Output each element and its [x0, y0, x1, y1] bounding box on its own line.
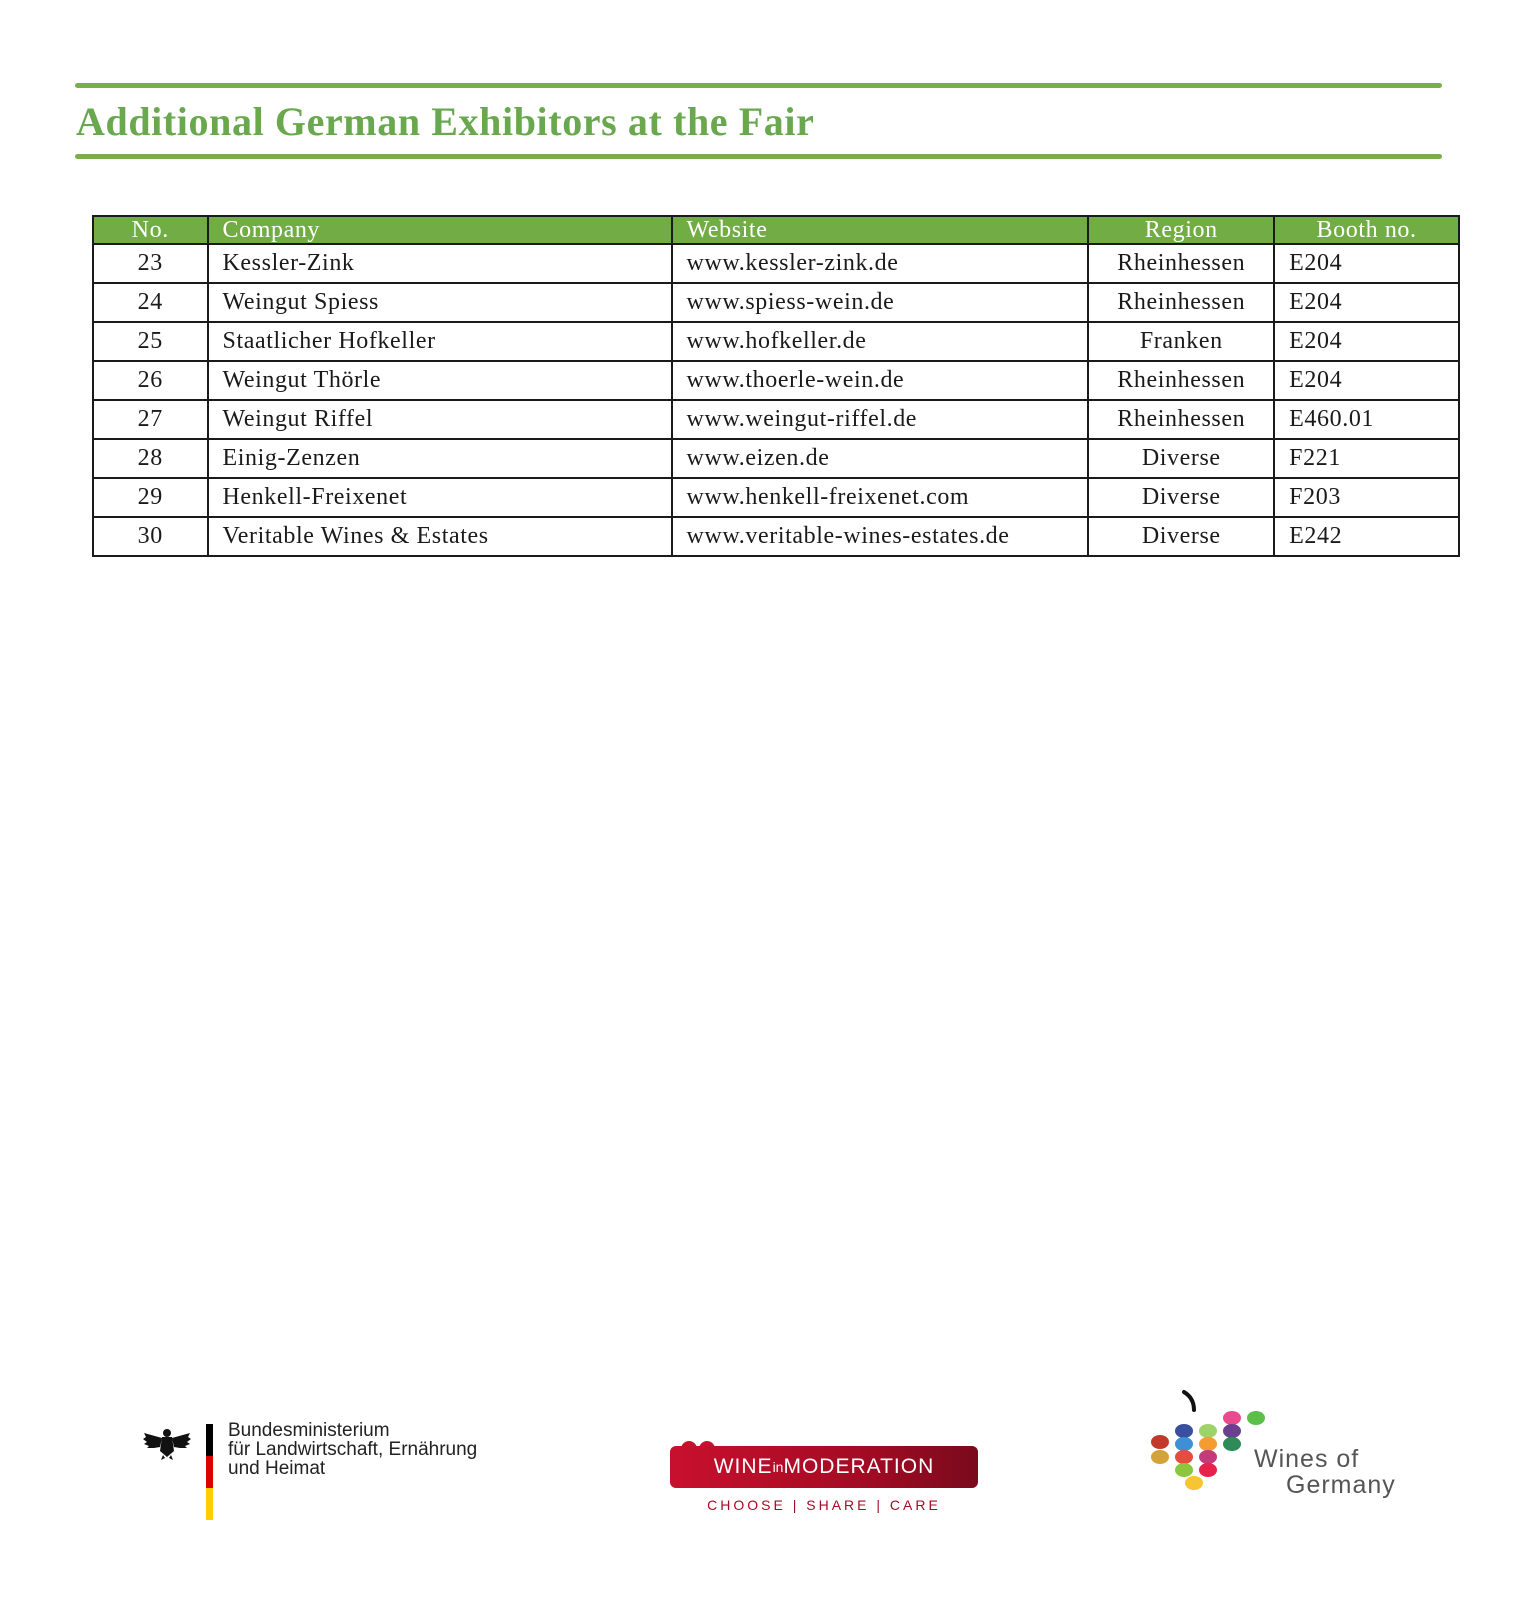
- cell-website: www.veritable-wines-estates.de: [672, 517, 1089, 556]
- header-website: Website: [672, 216, 1089, 244]
- cell-website: www.spiess-wein.de: [672, 283, 1089, 322]
- cell-website: www.hofkeller.de: [672, 322, 1089, 361]
- table-row: [93, 244, 1459, 283]
- cell-company: Weingut Thörle: [208, 361, 672, 400]
- cell-no: 30: [93, 517, 208, 556]
- cell-company: Weingut Spiess: [208, 283, 672, 322]
- cell-website: www.kessler-zink.de: [672, 244, 1089, 283]
- cell-company: Weingut Riffel: [208, 400, 672, 439]
- wines-of-germany-logo-text: [1254, 1446, 1396, 1498]
- cell-booth: F203: [1274, 478, 1459, 517]
- cell-no: 28: [93, 439, 208, 478]
- cell-no: 24: [93, 283, 208, 322]
- wog-line-2: Germany: [1286, 1471, 1396, 1499]
- cell-region: Diverse: [1088, 478, 1274, 517]
- wine-in-moderation-logo: [670, 1446, 978, 1488]
- wim-wine: WINE: [713, 1455, 773, 1478]
- cell-booth: E204: [1274, 322, 1459, 361]
- header-no: No.: [93, 216, 208, 244]
- federal-eagle-icon: [142, 1425, 192, 1461]
- flag-gold: [206, 1488, 213, 1520]
- wim-moderation: MODERATION: [783, 1455, 935, 1478]
- cell-no: 25: [93, 322, 208, 361]
- wim-in: in: [772, 1459, 784, 1475]
- title-rule-top: [75, 83, 1442, 88]
- wim-tagline: CHOOSE | SHARE | CARE: [707, 1497, 941, 1513]
- cell-booth: E204: [1274, 244, 1459, 283]
- bmel-line-1: Bundesministerium: [228, 1420, 390, 1441]
- table-row: [93, 283, 1459, 322]
- cell-company: Einig-Zenzen: [208, 439, 672, 478]
- table-header-row: [93, 216, 1459, 244]
- bmel-line-3: und Heimat: [228, 1458, 326, 1479]
- table-row: [93, 478, 1459, 517]
- table-row: [93, 439, 1459, 478]
- cell-booth: F221: [1274, 439, 1459, 478]
- flag-stripe: [206, 1424, 213, 1520]
- cell-region: Rheinhessen: [1088, 283, 1274, 322]
- cell-no: 27: [93, 400, 208, 439]
- cell-no: 29: [93, 478, 208, 517]
- flag-black: [206, 1424, 213, 1456]
- cell-website: www.eizen.de: [672, 439, 1089, 478]
- cell-booth: E204: [1274, 361, 1459, 400]
- cell-region: Diverse: [1088, 517, 1274, 556]
- page-title: Additional German Exhibitors at the Fair: [76, 99, 815, 144]
- cell-company: Henkell-Freixenet: [208, 478, 672, 517]
- cell-company: Veritable Wines & Estates: [208, 517, 672, 556]
- header-company: Company: [208, 216, 672, 244]
- cell-region: Rheinhessen: [1088, 361, 1274, 400]
- table-row: [93, 400, 1459, 439]
- bmel-logo-text: [228, 1421, 477, 1478]
- cell-company: Kessler-Zink: [208, 244, 672, 283]
- cell-region: Diverse: [1088, 439, 1274, 478]
- cell-no: 26: [93, 361, 208, 400]
- table-row: [93, 322, 1459, 361]
- cell-booth: E460.01: [1274, 400, 1459, 439]
- cell-region: Franken: [1088, 322, 1274, 361]
- cell-booth: E242: [1274, 517, 1459, 556]
- cell-no: 23: [93, 244, 208, 283]
- cell-region: Rheinhessen: [1088, 400, 1274, 439]
- table-row: [93, 517, 1459, 556]
- cell-website: www.thoerle-wein.de: [672, 361, 1089, 400]
- header-booth: Booth no.: [1274, 216, 1459, 244]
- cell-website: www.weingut-riffel.de: [672, 400, 1089, 439]
- cell-booth: E204: [1274, 283, 1459, 322]
- bmel-line-2: für Landwirtschaft, Ernährung: [228, 1439, 478, 1460]
- cell-company: Staatlicher Hofkeller: [208, 322, 672, 361]
- title-rule-bottom: [75, 154, 1442, 159]
- wog-line-1: Wines of: [1254, 1445, 1360, 1473]
- table-row: [93, 361, 1459, 400]
- cell-website: www.henkell-freixenet.com: [672, 478, 1089, 517]
- exhibitors-table: [92, 215, 1460, 557]
- cell-region: Rheinhessen: [1088, 244, 1274, 283]
- header-region: Region: [1088, 216, 1274, 244]
- flag-red: [206, 1456, 213, 1488]
